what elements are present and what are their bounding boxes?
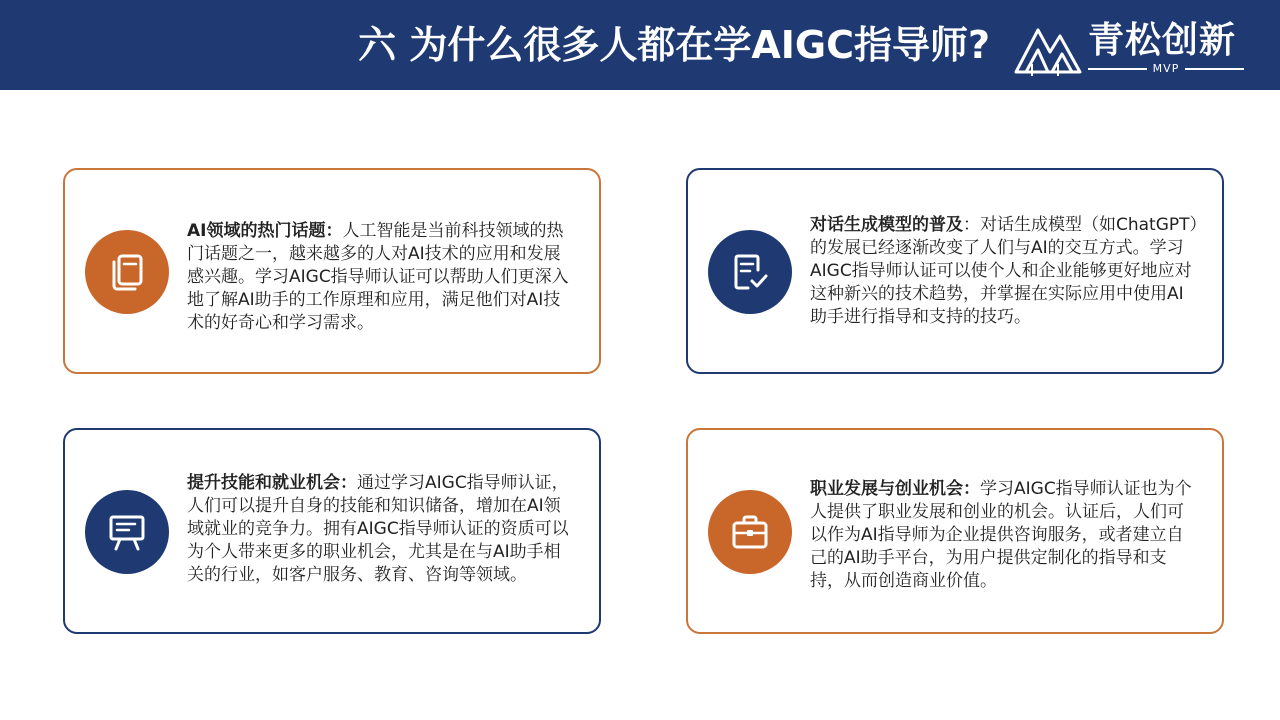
divider [1185, 68, 1244, 70]
card-career-startup [686, 428, 1224, 634]
card-body: 学习AIGC指导师认证也为个人提供了职业发展和创业的机会。认证后，人们可以作为AI指导师为企业提供咨询服务，或者建立自己的AI助手平台，为用户提供定制化的指导和支持，从而创造商业价值。 [810, 479, 1192, 591]
document-stack-icon [105, 250, 149, 294]
card-text [187, 472, 577, 587]
card-body: ：对话生成模型（如ChatGPT）的发展已经逐渐改变了人们与AI的交互方式。学习AIGC指导师认证可以使个人和企业能够更好地应对这种新兴的技术趋势，并掌握在实际应用中使用AI助手进行指导和支持的技巧。 [810, 215, 1199, 327]
card-text [187, 220, 577, 335]
mountain-logo-icon [1012, 20, 1084, 78]
card-lead: 对话生成模型的普及 [810, 215, 963, 235]
brand-sub: MVP [1152, 62, 1180, 75]
checklist-icon [728, 250, 772, 294]
page-title: 六 为什么很多人都在学AIGC指导师? [358, 23, 990, 67]
card-body: 人工智能是当前科技领域的热门话题之一，越来越多的人对AI技术的应用和发展感兴趣。学习AIGC指导师认证可以帮助人们更深入地了解AI助手的工作原理和应用，满足他们对AI技术的好奇心和学习需求。 [187, 221, 569, 333]
card-lead: AI领域的热门话题： [187, 221, 343, 241]
divider [1088, 68, 1147, 70]
brand-subline [1088, 62, 1244, 76]
presentation-board-icon [105, 510, 149, 554]
briefcase-icon [728, 510, 772, 554]
card-skills-jobs [63, 428, 601, 634]
card-ai-hot-topic [63, 168, 601, 374]
card-dialogue-model [686, 168, 1224, 374]
brand-logo [1012, 18, 1252, 78]
card-icon-circle [708, 230, 792, 314]
card-icon-circle [708, 490, 792, 574]
card-lead: 提升技能和就业机会： [187, 473, 357, 493]
brand-name: 青松创新 [1088, 20, 1237, 61]
card-lead: 职业发展与创业机会： [810, 479, 980, 499]
card-body: 通过学习AIGC指导师认证，人们可以提升自身的技能和知识储备，增加在AI领域就业的竞争力。拥有AIGC指导师认证的资质可以为个人带来更多的职业机会，尤其是在与AI助手相关的行业，如客户服务、教育、咨询等领域。 [187, 473, 569, 585]
card-icon-circle [85, 230, 169, 314]
card-text [810, 214, 1200, 329]
card-text [810, 478, 1200, 593]
card-icon-circle [85, 490, 169, 574]
header-bar [0, 0, 1280, 90]
